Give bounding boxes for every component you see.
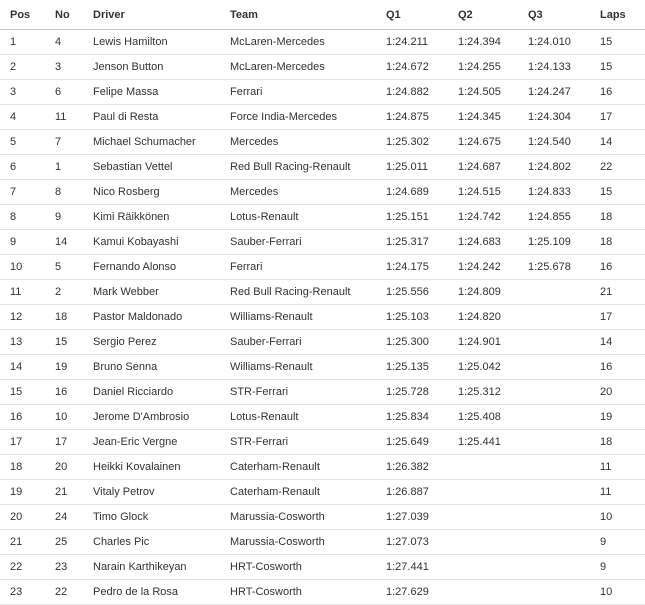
cell-q1: 1:25.151 [376, 205, 448, 230]
cell-q1: 1:25.103 [376, 305, 448, 330]
cell-pos: 4 [0, 105, 45, 130]
header-q1: Q1 [376, 0, 448, 30]
cell-no: 24 [45, 505, 83, 530]
cell-q1: 1:24.211 [376, 30, 448, 55]
cell-q3 [518, 530, 590, 555]
cell-no: 7 [45, 130, 83, 155]
cell-driver: Bruno Senna [83, 355, 220, 380]
cell-laps: 11 [590, 455, 645, 480]
cell-team: Lotus-Renault [220, 205, 376, 230]
table-row [0, 180, 645, 205]
header-team: Team [220, 0, 376, 30]
cell-q2: 1:24.505 [448, 80, 518, 105]
cell-no: 20 [45, 455, 83, 480]
cell-q3 [518, 330, 590, 355]
cell-laps: 18 [590, 205, 645, 230]
cell-no: 1 [45, 155, 83, 180]
cell-q3 [518, 280, 590, 305]
cell-laps: 14 [590, 330, 645, 355]
cell-laps: 17 [590, 105, 645, 130]
table-row [0, 255, 645, 280]
cell-laps: 18 [590, 430, 645, 455]
cell-pos: 14 [0, 355, 45, 380]
cell-team: Sauber-Ferrari [220, 330, 376, 355]
cell-pos: 18 [0, 455, 45, 480]
table-row [0, 55, 645, 80]
cell-laps: 9 [590, 530, 645, 555]
cell-no: 23 [45, 555, 83, 580]
cell-team: Lotus-Renault [220, 405, 376, 430]
cell-q3: 1:24.855 [518, 205, 590, 230]
cell-team: Sauber-Ferrari [220, 230, 376, 255]
table-row [0, 555, 645, 580]
cell-laps: 15 [590, 180, 645, 205]
header-q3: Q3 [518, 0, 590, 30]
cell-pos: 19 [0, 480, 45, 505]
cell-no: 16 [45, 380, 83, 405]
cell-q1: 1:27.039 [376, 505, 448, 530]
cell-pos: 11 [0, 280, 45, 305]
cell-pos: 7 [0, 180, 45, 205]
cell-driver: Paul di Resta [83, 105, 220, 130]
cell-q2 [448, 555, 518, 580]
cell-q3 [518, 555, 590, 580]
cell-pos: 17 [0, 430, 45, 455]
cell-q1: 1:24.175 [376, 255, 448, 280]
cell-team: Marussia-Cosworth [220, 530, 376, 555]
cell-no: 10 [45, 405, 83, 430]
cell-laps: 16 [590, 355, 645, 380]
cell-q3 [518, 580, 590, 605]
cell-no: 17 [45, 430, 83, 455]
cell-q3: 1:25.109 [518, 230, 590, 255]
table-row [0, 230, 645, 255]
cell-pos: 9 [0, 230, 45, 255]
cell-q3 [518, 480, 590, 505]
cell-q1: 1:27.441 [376, 555, 448, 580]
cell-pos: 8 [0, 205, 45, 230]
cell-team: Williams-Renault [220, 305, 376, 330]
cell-team: Ferrari [220, 80, 376, 105]
cell-no: 25 [45, 530, 83, 555]
cell-team: Mercedes [220, 130, 376, 155]
cell-pos: 10 [0, 255, 45, 280]
cell-q2 [448, 480, 518, 505]
cell-team: McLaren-Mercedes [220, 55, 376, 80]
cell-driver: Timo Glock [83, 505, 220, 530]
cell-laps: 22 [590, 155, 645, 180]
cell-pos: 22 [0, 555, 45, 580]
cell-driver: Mark Webber [83, 280, 220, 305]
cell-laps: 20 [590, 380, 645, 405]
cell-no: 5 [45, 255, 83, 280]
cell-laps: 18 [590, 230, 645, 255]
cell-no: 14 [45, 230, 83, 255]
cell-q1: 1:25.317 [376, 230, 448, 255]
table-header [0, 0, 645, 30]
cell-no: 21 [45, 480, 83, 505]
cell-laps: 15 [590, 55, 645, 80]
cell-q3: 1:25.678 [518, 255, 590, 280]
cell-team: McLaren-Mercedes [220, 30, 376, 55]
cell-q2: 1:24.742 [448, 205, 518, 230]
cell-team: HRT-Cosworth [220, 555, 376, 580]
cell-q2: 1:24.820 [448, 305, 518, 330]
cell-pos: 23 [0, 580, 45, 605]
cell-team: Marussia-Cosworth [220, 505, 376, 530]
cell-q2: 1:24.683 [448, 230, 518, 255]
cell-q3: 1:24.304 [518, 105, 590, 130]
cell-driver: Nico Rosberg [83, 180, 220, 205]
cell-laps: 17 [590, 305, 645, 330]
table-row [0, 305, 645, 330]
cell-laps: 9 [590, 555, 645, 580]
cell-pos: 13 [0, 330, 45, 355]
cell-no: 11 [45, 105, 83, 130]
cell-driver: Kamui Kobayashi [83, 230, 220, 255]
cell-laps: 16 [590, 255, 645, 280]
cell-team: Force India-Mercedes [220, 105, 376, 130]
cell-team: Red Bull Racing-Renault [220, 280, 376, 305]
cell-team: Caterham-Renault [220, 480, 376, 505]
cell-q3 [518, 380, 590, 405]
table-row [0, 330, 645, 355]
header-driver: Driver [83, 0, 220, 30]
cell-q1: 1:25.135 [376, 355, 448, 380]
cell-pos: 2 [0, 55, 45, 80]
cell-q3: 1:24.540 [518, 130, 590, 155]
cell-driver: Jenson Button [83, 55, 220, 80]
cell-q3: 1:24.010 [518, 30, 590, 55]
cell-q1: 1:24.875 [376, 105, 448, 130]
cell-q3 [518, 505, 590, 530]
cell-q3 [518, 455, 590, 480]
cell-q1: 1:26.887 [376, 480, 448, 505]
cell-driver: Lewis Hamilton [83, 30, 220, 55]
cell-q1: 1:27.629 [376, 580, 448, 605]
table-row [0, 130, 645, 155]
cell-team: Red Bull Racing-Renault [220, 155, 376, 180]
cell-team: STR-Ferrari [220, 380, 376, 405]
cell-q1: 1:24.672 [376, 55, 448, 80]
cell-driver: Vitaly Petrov [83, 480, 220, 505]
cell-driver: Narain Karthikeyan [83, 555, 220, 580]
cell-q3: 1:24.247 [518, 80, 590, 105]
cell-driver: Daniel Ricciardo [83, 380, 220, 405]
cell-q3 [518, 430, 590, 455]
cell-q1: 1:25.728 [376, 380, 448, 405]
cell-no: 2 [45, 280, 83, 305]
cell-no: 3 [45, 55, 83, 80]
cell-pos: 1 [0, 30, 45, 55]
cell-q1: 1:27.073 [376, 530, 448, 555]
cell-q1: 1:25.556 [376, 280, 448, 305]
cell-pos: 16 [0, 405, 45, 430]
table-row [0, 355, 645, 380]
cell-q2: 1:25.441 [448, 430, 518, 455]
table-body [0, 30, 645, 605]
table-row [0, 105, 645, 130]
cell-team: Caterham-Renault [220, 455, 376, 480]
table-row [0, 280, 645, 305]
cell-laps: 10 [590, 505, 645, 530]
cell-q2: 1:24.242 [448, 255, 518, 280]
cell-q2: 1:24.687 [448, 155, 518, 180]
cell-q2: 1:24.255 [448, 55, 518, 80]
cell-no: 6 [45, 80, 83, 105]
cell-team: HRT-Cosworth [220, 580, 376, 605]
cell-pos: 20 [0, 505, 45, 530]
table-row [0, 155, 645, 180]
table-row [0, 530, 645, 555]
cell-driver: Pastor Maldonado [83, 305, 220, 330]
cell-q3: 1:24.833 [518, 180, 590, 205]
cell-q2: 1:24.345 [448, 105, 518, 130]
cell-laps: 16 [590, 80, 645, 105]
cell-q2 [448, 530, 518, 555]
cell-no: 4 [45, 30, 83, 55]
cell-no: 18 [45, 305, 83, 330]
cell-pos: 21 [0, 530, 45, 555]
cell-laps: 21 [590, 280, 645, 305]
cell-pos: 12 [0, 305, 45, 330]
header-row [0, 0, 645, 30]
cell-team: STR-Ferrari [220, 430, 376, 455]
cell-q3: 1:24.802 [518, 155, 590, 180]
cell-q1: 1:25.300 [376, 330, 448, 355]
cell-q2: 1:25.042 [448, 355, 518, 380]
header-q2: Q2 [448, 0, 518, 30]
cell-q1: 1:24.882 [376, 80, 448, 105]
cell-q3 [518, 355, 590, 380]
header-pos: Pos [0, 0, 45, 30]
table-row [0, 480, 645, 505]
cell-q3 [518, 305, 590, 330]
table-row [0, 580, 645, 605]
cell-q2: 1:25.408 [448, 405, 518, 430]
cell-laps: 14 [590, 130, 645, 155]
cell-no: 15 [45, 330, 83, 355]
cell-q1: 1:26.382 [376, 455, 448, 480]
cell-pos: 6 [0, 155, 45, 180]
cell-pos: 15 [0, 380, 45, 405]
cell-q2: 1:25.312 [448, 380, 518, 405]
table-row [0, 405, 645, 430]
table-row [0, 380, 645, 405]
cell-laps: 10 [590, 580, 645, 605]
cell-pos: 3 [0, 80, 45, 105]
cell-q2 [448, 505, 518, 530]
cell-team: Mercedes [220, 180, 376, 205]
cell-q1: 1:25.649 [376, 430, 448, 455]
table-row [0, 205, 645, 230]
cell-q2: 1:24.515 [448, 180, 518, 205]
cell-laps: 11 [590, 480, 645, 505]
header-no: No [45, 0, 83, 30]
table-row [0, 30, 645, 55]
cell-driver: Jerome D'Ambrosio [83, 405, 220, 430]
table-row [0, 80, 645, 105]
cell-driver: Michael Schumacher [83, 130, 220, 155]
table-row [0, 430, 645, 455]
cell-laps: 19 [590, 405, 645, 430]
cell-pos: 5 [0, 130, 45, 155]
cell-q2: 1:24.809 [448, 280, 518, 305]
cell-q2 [448, 580, 518, 605]
cell-driver: Jean-Eric Vergne [83, 430, 220, 455]
cell-no: 22 [45, 580, 83, 605]
cell-q3: 1:24.133 [518, 55, 590, 80]
cell-no: 19 [45, 355, 83, 380]
cell-driver: Felipe Massa [83, 80, 220, 105]
cell-driver: Fernando Alonso [83, 255, 220, 280]
cell-q1: 1:25.302 [376, 130, 448, 155]
cell-no: 8 [45, 180, 83, 205]
cell-driver: Charles Pic [83, 530, 220, 555]
cell-driver: Sebastian Vettel [83, 155, 220, 180]
cell-q1: 1:25.834 [376, 405, 448, 430]
cell-q2: 1:24.675 [448, 130, 518, 155]
cell-team: Ferrari [220, 255, 376, 280]
cell-team: Williams-Renault [220, 355, 376, 380]
cell-q2: 1:24.394 [448, 30, 518, 55]
cell-no: 9 [45, 205, 83, 230]
cell-q2 [448, 455, 518, 480]
header-laps: Laps [590, 0, 645, 30]
cell-q1: 1:25.011 [376, 155, 448, 180]
cell-driver: Sergio Perez [83, 330, 220, 355]
cell-laps: 15 [590, 30, 645, 55]
cell-driver: Pedro de la Rosa [83, 580, 220, 605]
cell-q3 [518, 405, 590, 430]
cell-driver: Kimi Räikkönen [83, 205, 220, 230]
cell-driver: Heikki Kovalainen [83, 455, 220, 480]
cell-q2: 1:24.901 [448, 330, 518, 355]
cell-q1: 1:24.689 [376, 180, 448, 205]
table-row [0, 455, 645, 480]
table-row [0, 505, 645, 530]
